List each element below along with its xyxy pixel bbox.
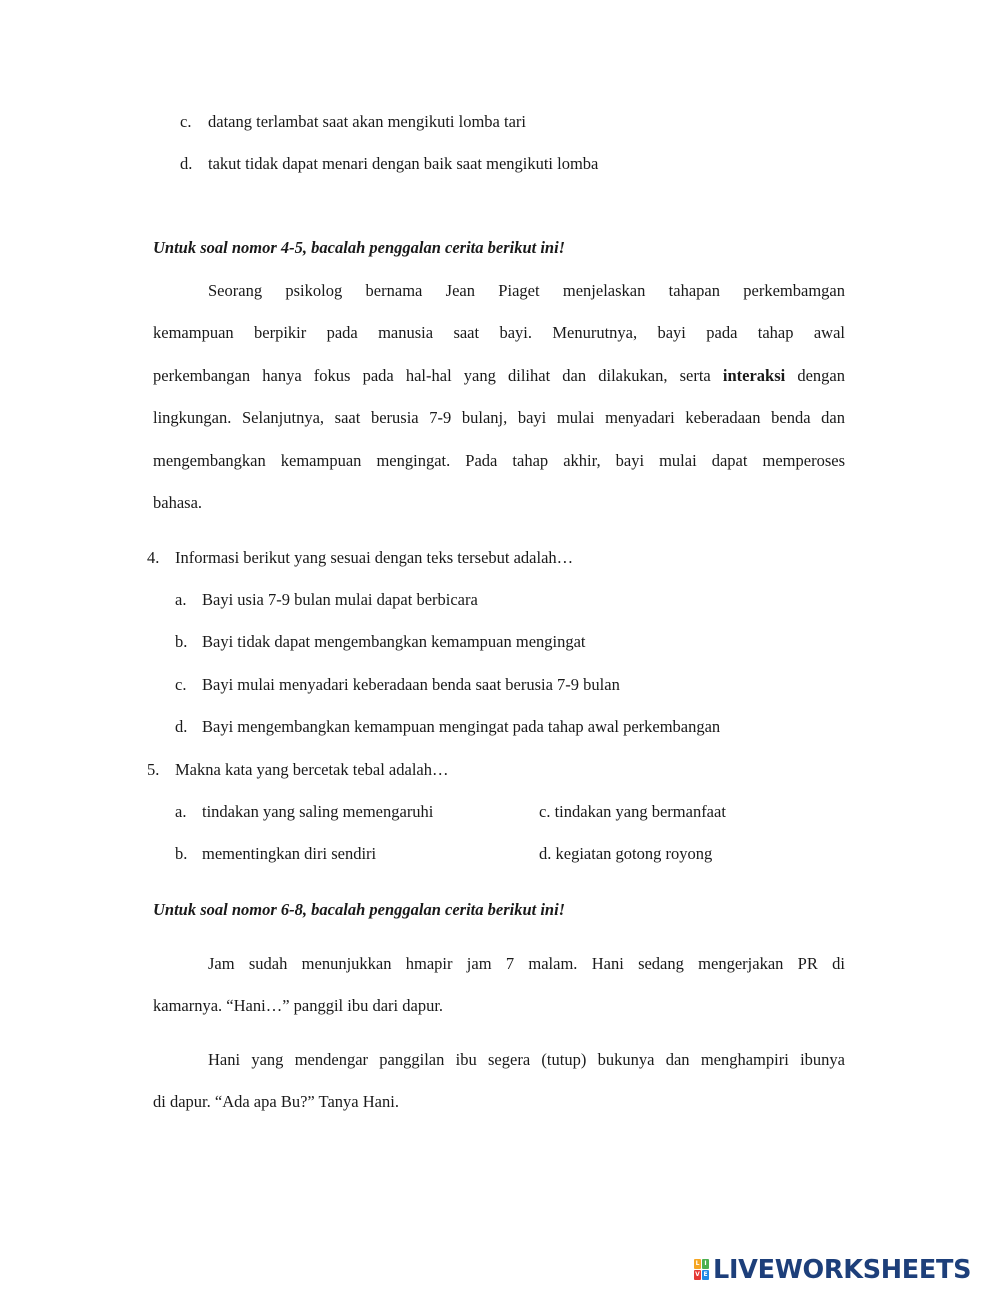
passage-line: kemampuan berpikir pada manusia saat bayi. Menurutnya, bayi pada tahap awal: [153, 323, 845, 343]
option-text: c. tindakan yang bermanfaat: [539, 802, 726, 821]
question-number: 5.: [147, 760, 160, 779]
passage-line: Hani yang mendengar panggilan ibu segera (tutup) bukunya dan menghampiri ibunya: [208, 1050, 845, 1069]
passage-line: Jam sudah menunjukkan hmapir jam 7 malam. Hani sedang mengerjakan PR di: [208, 954, 845, 973]
option-letter: c.: [175, 675, 187, 694]
question-number: 4.: [147, 548, 160, 567]
passage-line: perkembangan hanya fokus pada hal-hal yang dilihat dan dilakukan, serta: [153, 365, 711, 385]
option-text: datang terlambat saat akan mengikuti lomba tari: [208, 112, 526, 131]
reading-passage: [153, 270, 845, 524]
logo-tile: E: [703, 1271, 708, 1278]
option-text: tindakan yang saling memengaruhi: [202, 802, 434, 821]
option-text: Bayi mengembangkan kemampuan mengingat pada tahap awal perkembangan: [202, 717, 721, 736]
logo-tiles-icon: [694, 1259, 710, 1281]
option-letter: d.: [175, 717, 188, 736]
option-text: Bayi usia 7-9 bulan mulai dapat berbicara: [202, 590, 478, 609]
question-text: Makna kata yang bercetak tebal adalah…: [175, 760, 449, 779]
logo-tile: V: [695, 1271, 700, 1278]
passage-line: lingkungan. Selanjutnya, saat berusia 7-9 bulanj, bayi mulai menyadari keberadaan benda dan: [153, 408, 845, 428]
passage-line: dengan: [797, 365, 846, 385]
option-letter: b.: [175, 632, 188, 651]
option-text: Bayi mulai menyadari keberadaan benda saat berusia 7-9 bulan: [202, 675, 620, 694]
story-paragraph: [153, 943, 845, 1027]
option-letter: a.: [175, 590, 187, 609]
option-text: mementingkan diri sendiri: [202, 844, 377, 863]
logo-tile: I: [702, 1259, 709, 1269]
instruction-heading: Untuk soal nomor 6-8, bacalah penggalan cerita berikut ini!: [153, 900, 566, 919]
passage-line: di dapur. “Ada apa Bu?” Tanya Hani.: [153, 1092, 399, 1111]
option-letter: d.: [180, 154, 193, 173]
liveworksheets-logo: [694, 1255, 990, 1285]
bold-keyword: interaksi: [722, 365, 786, 385]
question-text: Informasi berikut yang sesuai dengan teks tersebut adalah…: [175, 548, 574, 567]
logo-text: LIVEWORKSHEETS: [713, 1255, 972, 1285]
option-text: Bayi tidak dapat mengembangkan kemampuan mengingat: [202, 632, 586, 651]
option-text: takut tidak dapat menari dengan baik saat mengikuti lomba: [208, 154, 599, 173]
passage-line: mengembangkan kemampuan mengingat. Pada tahap akhir, bayi mulai dapat memperoses: [153, 450, 845, 470]
passage-line: kamarnya. “Hani…” panggil ibu dari dapur.: [153, 996, 444, 1015]
story-paragraph: [153, 1039, 845, 1123]
option-letter: b.: [175, 844, 188, 863]
logo-tile: L: [695, 1260, 700, 1267]
instruction-heading: Untuk soal nomor 4-5, bacalah penggalan cerita berikut ini!: [153, 238, 566, 257]
option-letter: a.: [175, 802, 187, 821]
passage-line: bahasa.: [153, 492, 203, 512]
option-letter: c.: [180, 112, 192, 131]
passage-line: Seorang psikolog bernama Jean Piaget menjelaskan tahapan perkembamgan: [208, 281, 845, 300]
option-text: d. kegiatan gotong royong: [539, 844, 713, 863]
